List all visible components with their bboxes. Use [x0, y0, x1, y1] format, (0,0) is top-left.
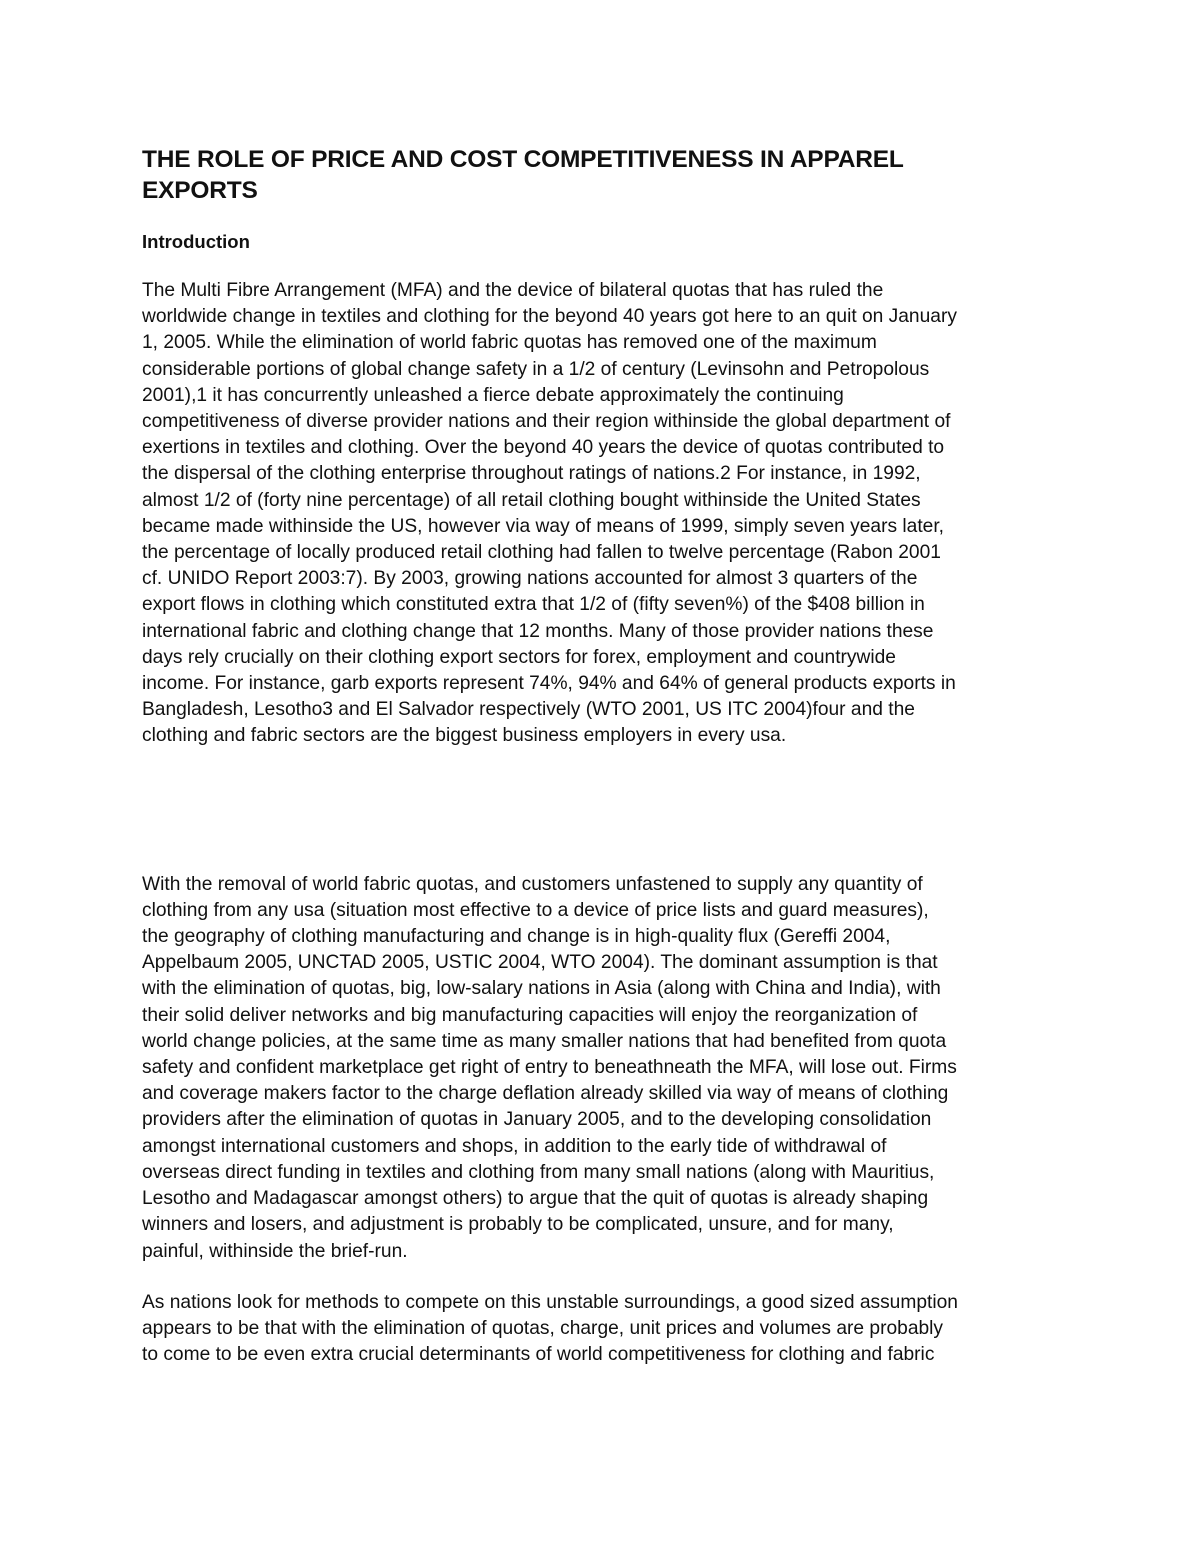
document-title: THE ROLE OF PRICE AND COST COMPETITIVENESS IN APPAREL EXPORTS [142, 146, 904, 204]
section-heading-introduction: Introduction [142, 231, 250, 252]
paragraph-2: With the removal of world fabric quotas, and customers unfastened to supply any quantity of clothing from any usa (situation most effective to a device of price lists and guard measures), the geography of clothing manufacturing and change is in high-quality flux (Gereffi 2004, Appelbaum 2005, UNCTAD 2005, USTIC 2004, WTO 2004). The dominant assumption is that with the elimination of quotas, big, low-salary nations in Asia (along with China and India), with their solid deliver networks and big manufacturing capacities will enjoy the reorganization of world change policies, at the same time as many smaller nations that had benefited from quota safety and confident marketplace get right of entry to beneathneath the MFA, will lose out. Firms and coverage makers factor to the charge deflation already skilled via way of means of clothing providers after the elimination of quotas in January 2005, and to the developing consolidation amongst international customers and shops, in addition to the early tide of withdrawal of overseas direct funding in textiles and clothing from many small nations (along with Mauritius, Lesotho and Madagascar amongst others) to argue that the quit of quotas is already shaping winners and losers, and adjustment is probably to be complicated, unsure, and for many, painful, withinside the brief-run. [142, 873, 957, 1262]
page-gap [142, 750, 1072, 872]
paragraph-1: The Multi Fibre Arrangement (MFA) and the device of bilateral quotas that has ruled the worldwide change in textiles and clothing for the beyond 40 years got here to an quit on January 1, 2005. While the elimination of world fabric quotas has removed one of the maximum considerable portions of global change safety in a 1/2 of century (Levinsohn and Petropolous 2001),1 it has concurrently unleashed a fierce debate approximately the continuing competitiveness of diverse provider nations and their region withinside the global department of exertions in textiles and clothing. Over the beyond 40 years the device of quotas contributed to the dispersal of the clothing enterprise throughout ratings of nations.2 For instance, in 1992, almost 1/2 of (forty nine percentage) of all retail clothing bought withinside the United States became made withinside the US, however via way of means of 1999, simply seven years later, the percentage of locally produced retail clothing had fallen to twelve percentage (Rabon 2001 cf. UNIDO Report 2003:7). By 2003, growing nations accounted for almost 3 quarters of the export flows in clothing which constituted extra that 1/2 of (fifty seven%) of the $408 billion in international fabric and clothing change that 12 months. Many of those provider nations these days rely crucially on their clothing export sectors for forex, employment and countrywide income. For instance, garb exports represent 74%, 94% and 64% of general products exports in Bangladesh, Lesotho3 and El Salvador respectively (WTO 2001, US ITC 2004)four and the clothing and fabric sectors are the biggest business employers in every usa. [142, 280, 957, 747]
paragraph-3: As nations look for methods to compete on this unstable surroundings, a good sized assumption appears to be that with the elimination of quotas, charge, unit prices and volumes are probably to come to be even extra crucial determinants of world competitiveness for clothing and fabric [142, 1291, 958, 1366]
document-page [142, 144, 1072, 1368]
